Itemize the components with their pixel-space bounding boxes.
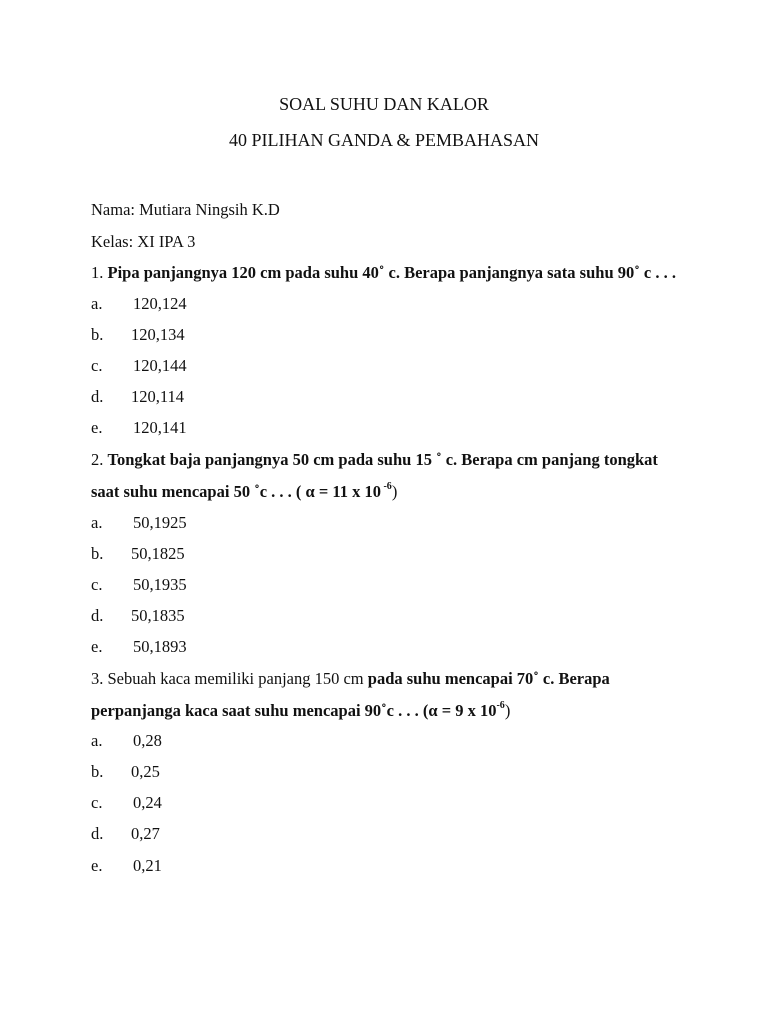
option-value: 0,28 xyxy=(133,731,162,750)
question-3-option-c xyxy=(91,793,162,813)
document-subtitle: 40 PILIHAN GANDA & PEMBAHASAN xyxy=(228,130,540,150)
option-letter: b. xyxy=(91,544,104,563)
option-value: 0,24 xyxy=(133,793,162,812)
question-1-option-d xyxy=(91,387,184,407)
question-2-option-e xyxy=(91,637,187,657)
question-2-option-a xyxy=(91,513,187,533)
document-title: SOAL SUHU DAN KALOR xyxy=(279,94,489,114)
option-value: 0,27 xyxy=(131,824,160,843)
option-letter: e. xyxy=(91,637,103,656)
question-3-text-plain: 3. Sebuah kaca memiliki panjang 150 cm xyxy=(91,669,368,688)
option-value: 50,1835 xyxy=(131,606,185,625)
option-value: 0,25 xyxy=(131,762,160,781)
option-letter: b. xyxy=(91,762,104,781)
option-letter: d. xyxy=(91,824,104,843)
question-2-option-d xyxy=(91,606,185,626)
closing-paren: ) xyxy=(504,701,511,720)
option-value: 50,1825 xyxy=(131,544,185,563)
question-2-number: 2. xyxy=(91,450,108,469)
question-2 xyxy=(91,450,658,470)
question-2-option-b xyxy=(91,544,185,564)
question-2-text-line2: saat suhu mencapai 50 ˚c . . . ( α = 11 x 10 xyxy=(91,482,381,501)
option-value: 120,124 xyxy=(133,294,187,313)
question-3-option-e xyxy=(91,856,162,876)
option-letter: b. xyxy=(91,325,104,344)
question-3-text-line2: perpanjanga kaca saat suhu mencapai 90˚c . . . (α = 9 x 10 xyxy=(91,701,497,720)
exponent: -6 xyxy=(380,481,392,492)
question-1 xyxy=(91,263,676,283)
option-value: 120,141 xyxy=(133,418,187,437)
question-1-option-a xyxy=(91,294,187,314)
option-value: 120,134 xyxy=(131,325,185,344)
option-letter: e. xyxy=(91,418,103,437)
option-letter: c. xyxy=(91,356,103,375)
option-letter: a. xyxy=(91,731,103,750)
option-value: 50,1935 xyxy=(133,575,187,594)
option-value: 50,1893 xyxy=(133,637,187,656)
option-value: 120,114 xyxy=(131,387,185,406)
option-value: 50,1925 xyxy=(133,513,187,532)
exponent: -6 xyxy=(496,700,505,711)
question-3-text-bold: pada suhu mencapai 70˚ c. Berapa xyxy=(367,669,610,688)
closing-paren: ) xyxy=(391,482,398,501)
question-3-option-d xyxy=(91,824,160,844)
question-1-option-e xyxy=(91,418,187,438)
question-2-line2 xyxy=(91,482,397,502)
question-1-option-c xyxy=(91,356,187,376)
option-letter: c. xyxy=(91,575,103,594)
question-1-number: 1. xyxy=(91,263,108,282)
student-name: Nama: Mutiara Ningsih K.D xyxy=(91,200,280,219)
question-2-text-line1: Tongkat baja panjangnya 50 cm pada suhu 15 ˚ c. Berapa cm panjang tongkat xyxy=(107,450,658,469)
question-3 xyxy=(91,669,610,689)
question-2-option-c xyxy=(91,575,187,595)
question-1-option-b xyxy=(91,325,185,345)
option-letter: e. xyxy=(91,856,103,875)
question-3-option-a xyxy=(91,731,162,751)
option-letter: d. xyxy=(91,606,104,625)
question-3-line2 xyxy=(91,701,510,721)
option-value: 120,144 xyxy=(133,356,187,375)
option-value: 0,21 xyxy=(133,856,162,875)
option-letter: a. xyxy=(91,294,103,313)
option-letter: a. xyxy=(91,513,103,532)
option-letter: d. xyxy=(91,387,104,406)
student-class: Kelas: XI IPA 3 xyxy=(91,232,196,251)
question-1-text: Pipa panjangnya 120 cm pada suhu 40˚ c. Berapa panjangnya sata suhu 90˚ c . . . xyxy=(107,263,676,282)
question-3-option-b xyxy=(91,762,160,782)
option-letter: c. xyxy=(91,793,103,812)
